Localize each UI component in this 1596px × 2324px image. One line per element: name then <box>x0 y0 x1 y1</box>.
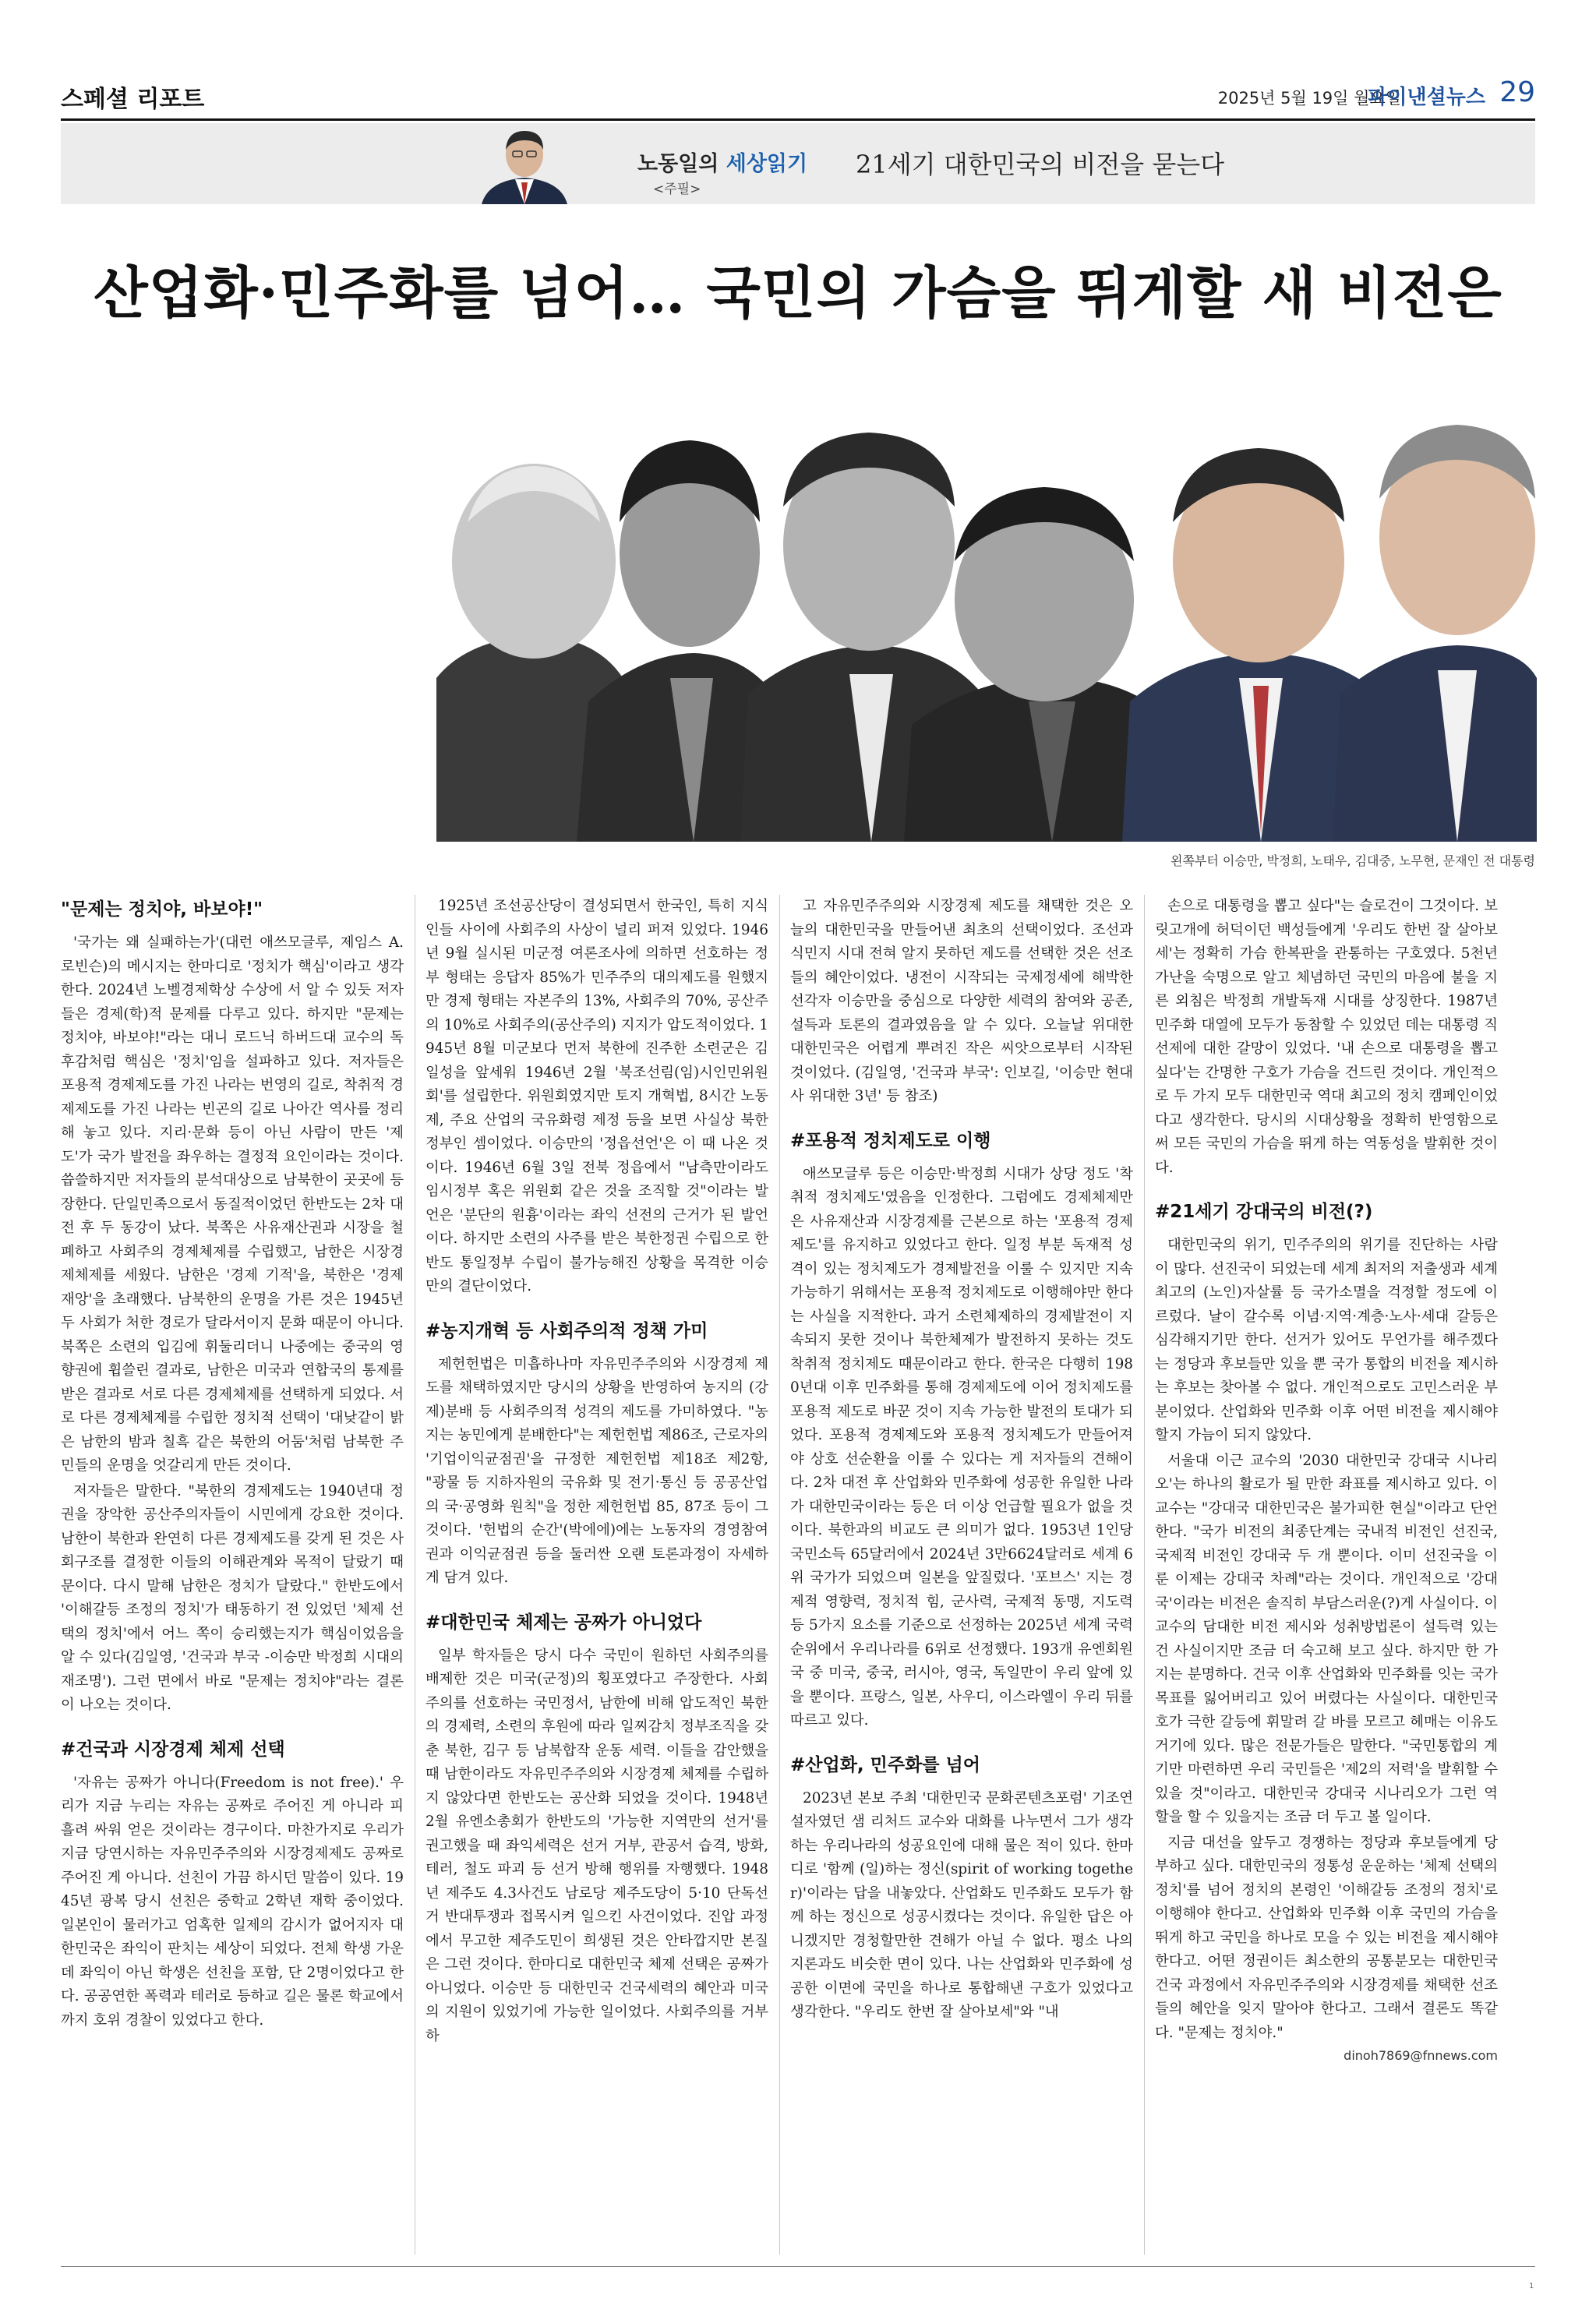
section-label: 스페셜 리포트 <box>61 86 205 113</box>
series-title: 21세기 대한민국의 비전을 묻는다 <box>856 150 1225 179</box>
presidents-photo <box>436 366 1537 842</box>
paragraph: 서울대 이근 교수의 '2030 대한민국 강대국 시나리오'는 하나의 활로가 될 만한 좌표를 제시하고 있다. 이 교수는 "강대국 대한민국은 불가피한 현실"이라고 단언한다. "국가 비전의 최종단계는 국내적 비전인 선진국, 국제적 비전인 강대국 두 개 뿐이다. 이미 선진국을 이룬 이제는 강대국 차례"라는 것이다. 개인적으로 '강대국'이라는 비전은 솔직히 부담스러운(?)게 사실이다. 이 교수의 담대한 비전 제시와 성취방법론이 설득력 있는 건 사실이지만 조금 더 숙고해 보고 싶다. 하지만 한 가지는 분명하다. 건국 이후 산업화와 민주화를 잇는 국가목표를 잃어버리고 있어 버렸다는 사실이다. 대한민국호가 극한 갈등에 휘말려 갈 바를 모르고 헤매는 이유도 거기에 있다. 많은 전문가들은 말한다. "국민통합의 계기만 마련하면 우리 국민들은 '제2의 저력'을 발휘할 수 있을 것"이라고. 대한민국 강대국 시나리오가 그런 역할을 할 수 있을지는 조금 더 두고 볼 일이다. <box>1155 1452 1498 1825</box>
paragraph: '자유는 공짜가 아니다(Freedom is not free).' 우리가 지금 누리는 자유는 공짜로 주어진 게 아니라 피 흘려 싸워 얻은 것이라는 경구이다. 마찬가지로 우리가 지금 당연시하는 자유민주주의와 시장경제제도 공짜로 주어진 게 아니다. 선친이 가끔 하시던 말씀이 있다. 1945년 광복 당시 선친은 중학교 2학년 재학 중이었다. 일본인이 물러가고 엄혹한 일제의 감시가 없어지자 대한민국은 좌익이 판치는 세상이 되었다. 전체 학생 가운데 좌익이 아닌 학생은 선친을 포함, 단 2명이었다고 한다. 공공연한 폭력과 테러로 등하교 길은 물론 학교에서까지 호위 경찰이 있었다고 한다. <box>61 1774 404 2029</box>
header-rule <box>61 118 1535 121</box>
paragraph: 애쓰모글루 등은 이승만·박정희 시대가 상당 정도 '착취적 정치제도'였음을 인정한다. 그럼에도 경제체제만은 사유재산과 시장경제를 근본으로 하는 '포용적 경제제도'를 유지하고 있었다고 한다. 일정 부분 독재적 성격이 있는 정치제도가 경제발전을 이룰 수 있지만 지속가능하기 위해서는 포용적 정치제도로 이행해야만 한다는 사실을 지적한다. 과거 소련체제하의 경제발전이 지속되지 못한 것이나 북한체제가 발전하지 못하는 것도 착취적 정치제도 때문이라고 한다. 한국은 다행히 1980년대 이후 민주화를 통해 경제제도에 이어 정치제도를 포용적 제도로 바꾼 것이 지속 가능한 발전의 토대가 되었다. 포용적 경제제도와 포용적 정치제도가 만들어져야 상호 선순환을 이룰 수 있다는 게 저자들의 견해이다. 2차 대전 후 산업화와 민주화에 성공한 유일한 나라가 대한민국이라는 등은 더 이상 언급할 필요가 없을 것이다. 북한과의 비교도 큰 의미가 없다. 1953년 1인당 국민소득 65달러에서 2024년 3만6624달러로 세계 6위 국가가 되었으며 일본을 앞질렀다. '포브스' 지는 경제적 영향력, 정치적 힘, 군사력, 국제적 동맹, 지도력 등 5가지 요소를 기준으로 선정하는 2025년 세계 국력 순위에서 우리나라를 6위로 선정했다. 193개 유엔회원국 중 미국, 중국, 러시아, 영국, 독일만이 우리 앞에 있을 뿐이다. 프랑스, 일본, 사우디, 이스라엘이 우리 뒤를 따르고 있다. <box>790 1165 1133 1729</box>
subheading: #21세기 강대국의 비전(?) <box>1155 1202 1373 1222</box>
article-column-1 <box>61 895 404 2255</box>
page-number: 29 <box>1499 76 1535 108</box>
author-email: dinoh7869@fnnews.com <box>1344 2048 1498 2063</box>
column-author: 노동일의 <box>637 152 719 176</box>
paragraph: 2023년 본보 주최 '대한민국 문화콘텐츠포럼' 기조연설자였던 샘 리처드 교수와 대화를 나누면서 그가 생각하는 우리나라의 성공요인에 대해 물은 적이 있다. 한마디로 '함께 (일)하는 정신(spirit of working together)'이라는 답을 내놓았다. 산업화도 민주화도 모두가 함께 하는 정신으로 성공시켰다는 것이다. 유일한 답은 아니겠지만 경청할만한 견해가 아닐 수 없다. 평소 나의 지론과도 비슷한 면이 있다. 나는 산업화와 민주화에 성공한 이면에 국민을 하나로 통합해낸 구호가 있었다고 생각한다. "우리도 한번 잘 살아보세"와 "내 <box>790 1789 1133 2020</box>
photo-caption: 왼쪽부터 이승만, 박정희, 노태우, 김대중, 노무현, 문재인 전 대통령 <box>1171 853 1535 868</box>
article-column-3 <box>790 895 1133 2255</box>
paragraph: 저자들은 말한다. "북한의 경제제도는 1940년대 정권을 장악한 공산주의자들이 시민에게 강요한 것이다. 남한이 북한과 완연히 다른 경제제도를 갖게 된 것은 사회구조를 결정한 이들의 이해관계와 목적이 달랐기 때문이다. 다시 말해 남한은 정치가 달랐다." 한반도에서 '이해갈등 조정의 정치'가 태동하기 전 있었던 '체제 선택의 정치'에서 어느 쪽이 승리했는지가 핵심이었음을 알 수 있다(김일영, '건국과 부국 -이승만 박정희 시대의 재조명'). 그런 면에서 바로 "문제는 정치야"라는 결론이 나오는 것이다. <box>61 1482 404 1713</box>
paragraph: 손으로 대통령을 뽑고 싶다"는 슬로건이 그것이다. 보릿고개에 허덕이던 백성들에게 '우리도 한번 잘 살아보세'는 정확히 가슴 한복판을 관통하는 구호였다. 5천년 가난을 숙명으로 알고 체념하던 국민의 마음에 불을 지른 외침은 박정희 개발독재 시대를 상징한다. 1987년 민주화 대열에 모두가 동참할 수 있었던 데는 대통령 직선제에 대한 갈망이 있었다. '내 손으로 대통령을 뽑고 싶다'는 간명한 구호가 가슴을 건드린 것이다. 개인적으로 두 가지 모두 대한민국 역대 최고의 정치 캠페인이었다고 생각한다. 당시의 시대상황을 정확히 반영함으로써 모든 국민의 가슴을 뛰게 하는 역동성을 발휘한 것이다. <box>1155 898 1498 1176</box>
subheading: "문제는 정치야, 바보야!" <box>61 899 263 920</box>
column-divider <box>1144 895 1145 2255</box>
article-body <box>61 895 1527 2255</box>
folio-number: 1 <box>1529 2282 1534 2290</box>
newspaper-logo: 파이낸셜뉴스 <box>1368 86 1485 109</box>
paragraph: 대한민국의 위기, 민주주의의 위기를 진단하는 사람이 많다. 선진국이 되었는데 세계 최저의 저출생과 세계 최고의 (노인)자살률 등 국가소멸을 걱정할 정도에 이르렀다. 날이 갈수록 이념·지역·계층·노사·세대 갈등은 심각해지기만 한다. 선거가 있어도 무언가를 해주겠다는 정당과 후보들만 있을 뿐 국가 통합의 비전을 제시하는 후보는 찾아볼 수 없다. 개인적으로도 고민스러운 부분이었다. 산업화와 민주화 이후 어떤 비전을 제시해야 할지 가늠이 되지 않았다. <box>1155 1237 1498 1443</box>
subheading: #대한민국 체제는 공짜가 아니었다 <box>425 1612 702 1633</box>
paragraph: 지금 대선을 앞두고 경쟁하는 정당과 후보들에게 당부하고 싶다. 대한민국의 정통성 운운하는 '체제 선택의 정치'를 넘어 정치의 본령인 '이해갈등 조정의 정치'로 이행해야 한다고. 산업화와 민주화 이후 국민의 가슴을 뛰게 하고 국민을 하나로 모을 수 있는 비전을 제시해야 한다고. 어떤 정권이든 최소한의 공통분모는 대한민국 건국 과정에서 자유민주주의와 시장경제를 채택한 선조들의 혜안을 잊지 말아야 한다고. 그래서 결론도 똑같다. "문제는 정치야." <box>1155 1834 1498 2041</box>
paragraph: 일부 학자들은 당시 다수 국민이 원하던 사회주의를 배제한 것은 미국(군정)의 횡포였다고 주장한다. 사회주의를 선호하는 국민정서, 남한에 비해 압도적인 북한의 경제력, 소련의 후원에 따라 일찌감치 정부조직을 갖춘 북한, 김구 등 남북합작 운동 세력. 이들을 감안했을 때 남한이라도 자유민주주의와 시장경제 체제를 수립하지 않았다면 한반도는 공산화 되었을 것이다. 1948년 2월 유엔소총회가 한반도의 '가능한 지역만의 선거'를 권고했을 때 좌익세력은 선거 거부, 관공서 습격, 방화, 테러, 철도 파괴 등 선거 방해 행위를 자행했다. 1948년 제주도 4.3사건도 남로당 제주도당이 5·10 단독선거 반대투쟁과 접목시켜 일으킨 사건이었다. 진압 과정에서 무고한 제주도민이 희생된 것은 안타깝지만 본질은 그런 것이다. 한마디로 대한민국 체제 선택은 공짜가 아니었다. 이승만 등 대한민국 건국세력의 혜안과 미국의 지원이 있었기에 가능한 일이었다. 사회주의를 거부하 <box>425 1647 768 2044</box>
subheading: #포용적 정치제도로 이행 <box>790 1130 991 1151</box>
footer-rule <box>61 2266 1535 2267</box>
column-name <box>637 147 807 177</box>
author-role: <주필> <box>653 182 701 197</box>
author-photo <box>466 123 583 204</box>
column-title: 세상읽기 <box>726 152 808 176</box>
paragraph: '국가는 왜 실패하는가'(대런 애쓰모글루, 제임스 A. 로빈슨)의 메시지는 한마디로 '정치가 핵심'이라고 생각한다. 2024년 노벨경제학상 수상에 서 알 수 있듯 저자들은 경제(학)적 문제를 다루고 있다. 하지만 "문제는 정치야, 바보야!"라는 대니 로드닉 하버드대 교수의 독후감처럼 핵심은 '정치'임을 설파하고 있다. 저자들은 포용적 경제제도를 가진 나라는 번영의 길로, 착취적 경제제도를 가진 나라는 빈곤의 길로 나아간 역사를 정리해 놓고 있다. 지리·문화 등이 아닌 사람이 만든 '제도'가 국가 발전을 좌우하는 결정적 요인이라는 것이다. 씁쓸하지만 저자들의 분석대상으로 남북한이 곳곳에 등장한다. 단일민족으로서 동질적이었던 한반도는 2차 대전 후 두 동강이 났다. 북쪽은 사유재산권과 시장을 철폐하고 사회주의 경제체제를 수립했고, 남한은 시장경제체제를 세웠다. 남한은 '경제 기적'을, 북한은 '경제 재앙'을 초래했다. 남북한의 운명을 가른 것은 1945년 두 사회가 처한 경로가 달라서이지 문화 때문이 아니다. 북쪽은 소련의 입김에 휘둘리더니 나중에는 중국의 영향권에 휩쓸린 결과로, 남한은 미국과 연합국의 통제를 받은 결과로 서로 다른 경제체제를 선택하게 되었다. 서로 다른 경제체제를 수립한 정치적 선택이 '대낮같이 밝은 남한의 밤과 칠흑 같은 북한의 어둠'처럼 남북한 주민들의 운명을 엇갈리게 만든 것이다. <box>61 934 404 1474</box>
subheading: #산업화, 민주화를 넘어 <box>790 1754 980 1775</box>
issue-date: 2025년 5월 19일 월요일 <box>1217 89 1401 108</box>
column-banner <box>61 123 1535 204</box>
article-column-4 <box>1155 895 1498 2255</box>
paragraph: 제헌헌법은 미흡하나마 자유민주주의와 시장경제 제도를 채택하였지만 당시의 상황을 반영하여 농지의 (강제)분배 등 사회주의적 성격의 제도를 가미하였다. "농지는 농민에게 분배한다"는 제헌헌법 제86조, 근로자의 '기업이익균점권'을 규정한 제헌헌법 제18조 제2항, "광물 등 지하자원의 국유화 및 전기·통신 등 공공산업의 국·공영화 원칙"을 정한 제헌헌법 85, 87조 등이 그것이다. '헌법의 순간'(박에에)에는 노동자의 경영참여권과 이익균점권 등을 둘러싼 오랜 토론과정이 자세하게 담겨 있다. <box>425 1355 768 1586</box>
page-header <box>61 76 1535 114</box>
headline: 산업화·민주화를 넘어… 국민의 가슴을 뛰게할 새 비전은 <box>94 260 1502 326</box>
subheading: #건국과 시장경제 체제 선택 <box>61 1739 285 1760</box>
column-divider <box>779 895 780 2255</box>
subheading: #농지개혁 등 사회주의적 정책 가미 <box>425 1320 708 1341</box>
article-column-2 <box>425 895 768 2255</box>
paragraph: 1925년 조선공산당이 결성되면서 한국인, 특히 지식인들 사이에 사회주의 사상이 널리 퍼져 있었다. 1946년 9월 실시된 미군정 여론조사에 의하면 선호하는 정부 형태는 응답자 85%가 민주주의 대의제도를 원했지만 경제 형태는 자본주의 13%, 사회주의 70%, 공산주의 10%로 사회주의(공산주의) 지지가 압도적이었다. 1945년 8월 미군보다 먼저 북한에 진주한 소련군은 김일성을 앞세워 1946년 2월 '북조선림(임)시인민위원회'를 설립한다. 위원회였지만 토지 개혁법, 8시간 노동제, 주요 산업의 국유화령 제정 등을 보면 사실상 북한정부인 셈이었다. 이승만의 '정읍선언'은 이 때 나온 것이다. 1946년 6월 3일 전북 정읍에서 "남측만이라도 임시정부 혹은 위원회 같은 것을 조직할 것"이라는 발언은 '분단의 원흉'이라는 좌익 선전의 근거가 된 발언이다. 하지만 소련의 사주를 받은 북한정권 수립으로 한반도 통일정부 수립이 불가능해진 상황을 목격한 이승만의 결단이었다. <box>425 898 768 1294</box>
paragraph: 고 자유민주주의와 시장경제 제도를 채택한 것은 오늘의 대한민국을 만들어낸 최초의 선택이었다. 조선과 식민지 시대 전혀 알지 못하던 제도를 선택한 것은 선조들의 혜안이었다. 냉전이 시작되는 국제정세에 해박한 선각자 이승만을 중심으로 다양한 세력의 참여와 공존, 설득과 토론의 결과였음을 알 수 있다. 오늘날 위대한 대한민국은 어렵게 뿌려진 작은 씨앗으로부터 시작된 것이었다. (김일영, '건국과 부국': 인보길, '이승만 현대사 위대한 3년' 등 참조) <box>790 898 1133 1104</box>
